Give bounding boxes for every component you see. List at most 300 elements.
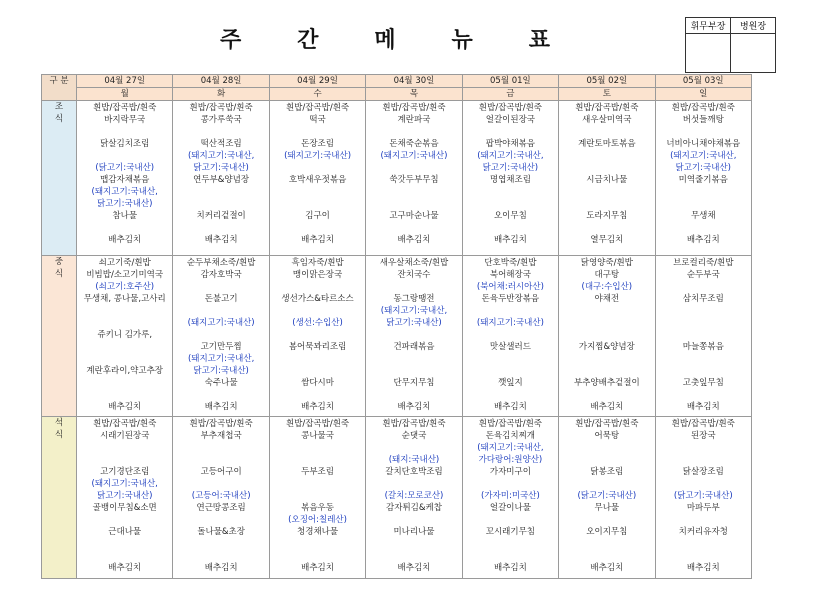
menu-item	[559, 198, 654, 210]
menu-item: 마늘쫑볶음	[682, 342, 724, 352]
menu-item: 콩나물국	[301, 431, 334, 441]
origin-note: 닭고기:국내산)	[193, 366, 249, 376]
menu-item	[559, 353, 654, 365]
menu-item	[559, 365, 654, 377]
date-header: 04월 29일	[269, 75, 365, 88]
menu-item: 동그랑땡전	[393, 294, 435, 304]
menu-item: 숙주나물	[204, 378, 238, 388]
menu-item	[366, 281, 461, 293]
menu-cell	[462, 101, 558, 256]
origin-note: (돼지고기:국내산,	[91, 187, 158, 197]
menu-item: 오이무침	[493, 211, 527, 221]
menu-item: 시금치나물	[586, 175, 628, 185]
date-header: 05월 02일	[559, 75, 655, 88]
menu-item	[173, 305, 268, 317]
menu-item	[366, 389, 461, 401]
menu-item: 잔치국수	[397, 270, 431, 280]
menu-item	[173, 198, 268, 210]
origin-note: (쇠고기:호주산)	[95, 282, 155, 292]
menu-item	[656, 478, 751, 490]
menu-item: 명엽채조림	[489, 175, 531, 185]
menu-item	[77, 550, 172, 562]
menu-item: 계란파국	[397, 115, 431, 125]
menu-item: 꼬시래기무침	[485, 527, 536, 537]
day-header: 화	[173, 88, 269, 101]
origin-note: (가자미:미국산)	[481, 491, 540, 501]
menu-item: 고구마순나물	[389, 211, 439, 221]
menu-item: 호박새우젓볶음	[288, 175, 347, 185]
gubun-header: 구 분	[42, 75, 77, 101]
origin-note: (돼지고기:국내산)	[476, 318, 544, 328]
origin-note: (돼지고기:국내산)	[284, 151, 352, 161]
menu-item: 흰밥/잡곡밥/흰죽	[93, 103, 157, 113]
menu-item: 흰밥/잡곡밥/흰죽	[189, 103, 253, 113]
menu-item	[366, 442, 461, 454]
menu-item: 배추김치	[108, 402, 142, 412]
meal-label: 조 식	[42, 101, 77, 256]
menu-item: 순두부국	[686, 270, 720, 280]
menu-item: 흰밥/잡곡밥/흰죽	[285, 419, 350, 429]
menu-item: 배추김치	[204, 235, 238, 245]
menu-item	[559, 305, 654, 317]
menu-item: 떡산적조림	[200, 139, 242, 149]
menu-item	[559, 186, 654, 198]
menu-item	[463, 329, 558, 341]
menu-cell	[559, 256, 655, 417]
menu-item: 가지찜&양념장	[578, 342, 635, 352]
origin-note: (닭고기:국내산)	[577, 491, 637, 501]
menu-item: 팝박야채볶음	[485, 139, 536, 149]
menu-item: 참나물	[112, 211, 138, 221]
menu-item	[173, 550, 268, 562]
menu-item	[173, 126, 268, 138]
menu-item: 맛살샐러드	[489, 342, 531, 352]
menu-item: 열무김치	[590, 235, 624, 245]
menu-item	[559, 538, 654, 550]
origin-note: (돼지고기:국내산,	[91, 479, 158, 489]
meal-label: 중 식	[42, 256, 77, 417]
menu-item: 배추김치	[493, 563, 527, 573]
menu-item: 계란후라이,약고추장	[86, 366, 164, 376]
menu-cell	[462, 256, 558, 417]
title-char: 간	[297, 27, 319, 53]
menu-item: 근대나물	[108, 527, 142, 537]
menu-item: 배추김치	[301, 235, 334, 245]
menu-cell	[366, 256, 462, 417]
menu-item	[366, 198, 461, 210]
menu-item	[559, 478, 654, 490]
date-header: 04월 27일	[77, 75, 173, 88]
menu-item: 마파두부	[686, 503, 720, 513]
menu-item: 미역줄기볶음	[678, 175, 728, 185]
menu-item	[270, 126, 365, 138]
menu-item	[270, 222, 365, 234]
menu-item: 배추김치	[108, 563, 142, 573]
menu-item	[656, 186, 751, 198]
menu-item	[463, 389, 558, 401]
menu-item	[77, 514, 172, 526]
menu-item	[77, 305, 172, 317]
menu-item	[559, 150, 654, 162]
menu-item	[366, 329, 461, 341]
menu-item: 흰밥/잡곡밥/흰죽	[478, 419, 542, 429]
menu-item: 맵감자채볶음	[100, 175, 150, 185]
menu-item: 배추김치	[590, 563, 624, 573]
title-char: 주	[220, 27, 242, 53]
menu-item: 배추김치	[493, 402, 527, 412]
menu-item: 배추김치	[204, 563, 238, 573]
origin-note: 닭고기:국내산)	[386, 318, 442, 328]
origin-note: 닭고기:국내산)	[193, 163, 249, 173]
menu-item: 배추김치	[108, 235, 142, 245]
origin-note: (돼지:국내산)	[388, 455, 440, 465]
menu-item	[270, 478, 365, 490]
menu-item: 쌈다시마	[301, 378, 334, 388]
origin-note: (돼지고기:국내산,	[380, 306, 448, 316]
origin-note: (오징어:칠레산)	[288, 515, 347, 525]
menu-item	[173, 186, 268, 198]
menu-item: 갈치단호박조림	[385, 467, 443, 477]
menu-item: 고춧잎무침	[682, 378, 724, 388]
menu-item	[77, 442, 172, 454]
menu-item: 흑임자죽/흰밥	[291, 258, 344, 268]
menu-item	[77, 538, 172, 550]
menu-item: 흰밥/잡곡밥/흰죽	[382, 419, 446, 429]
menu-item	[559, 329, 654, 341]
menu-item	[559, 442, 654, 454]
origin-note: 닭고기:국내산)	[675, 163, 731, 173]
menu-item	[270, 305, 365, 317]
menu-item: 순두부채소죽/흰밥	[186, 258, 256, 268]
menu-item	[656, 353, 751, 365]
menu-item	[559, 126, 654, 138]
menu-item: 배추김치	[686, 235, 720, 245]
menu-item	[656, 514, 751, 526]
menu-item	[463, 353, 558, 365]
menu-cell	[77, 101, 173, 256]
menu-item: 두부조림	[301, 467, 334, 477]
menu-cell	[655, 417, 751, 579]
menu-item	[173, 454, 268, 466]
menu-item	[559, 514, 654, 526]
menu-item	[270, 454, 365, 466]
origin-note: (돼지고기:국내산,	[187, 151, 255, 161]
menu-item: 가자미구이	[489, 467, 531, 477]
menu-item: 흰밥/잡곡밥/흰죽	[575, 419, 639, 429]
origin-note: 닭고기:국내산)	[482, 163, 539, 173]
menu-item: 단무지무침	[393, 378, 435, 388]
menu-item: 깻잎지	[498, 378, 523, 388]
menu-item: 어묵탕	[594, 431, 620, 441]
date-header: 05월 01일	[462, 75, 558, 88]
menu-item: 닭봉조림	[590, 467, 624, 477]
menu-item: 돈장조림	[301, 139, 334, 149]
menu-item: 단호박죽/흰밥	[484, 258, 537, 268]
menu-item: 흰밥/잡곡밥/흰죽	[93, 419, 157, 429]
origin-note: (대구:수입산)	[581, 282, 633, 292]
menu-item	[366, 550, 461, 562]
menu-item: 무나물	[594, 503, 620, 513]
menu-cell	[559, 417, 655, 579]
origin-note: 닭고기:국내산)	[96, 491, 153, 501]
menu-cell	[77, 256, 173, 417]
menu-item	[77, 454, 172, 466]
menu-item: 흰밥/잡곡밥/흰죽	[478, 103, 542, 113]
menu-item: 배추김치	[590, 402, 624, 412]
menu-item	[77, 353, 172, 365]
menu-item: 배추김치	[301, 563, 334, 573]
menu-item	[366, 514, 461, 526]
menu-item: 새우살미역국	[582, 115, 632, 125]
date-header: 04월 30일	[366, 75, 462, 88]
menu-item: 비빔밥/소고기미역국	[86, 270, 164, 280]
menu-item: 생선가스&타르소스	[281, 294, 354, 304]
menu-item: 배추김치	[301, 402, 334, 412]
menu-item	[656, 389, 751, 401]
menu-cell	[173, 256, 269, 417]
menu-item	[656, 126, 751, 138]
menu-item: 흰밥/잡곡밥/흰죽	[382, 103, 446, 113]
menu-item	[173, 281, 268, 293]
menu-item: 배추김치	[686, 563, 720, 573]
day-header: 월	[77, 88, 173, 101]
menu-cell	[173, 417, 269, 579]
origin-note: (닭고기:국내산)	[95, 163, 155, 173]
menu-item: 고기만두찜	[200, 342, 242, 352]
menu-item	[559, 162, 654, 174]
menu-item	[366, 365, 461, 377]
menu-item: 흰밥/잡곡밥/흰죽	[285, 103, 350, 113]
approval-box	[685, 17, 776, 73]
menu-item: 배추김치	[204, 402, 238, 412]
menu-item	[463, 538, 558, 550]
menu-cell	[77, 417, 173, 579]
origin-note: (북어채:러시아산)	[476, 282, 544, 292]
menu-item: 돈불고기	[204, 294, 238, 304]
menu-item	[463, 126, 558, 138]
menu-item: 도라지무침	[586, 211, 628, 221]
menu-item	[173, 389, 268, 401]
origin-note: (돼지고기:국내산)	[187, 318, 255, 328]
menu-item	[270, 442, 365, 454]
menu-item: 김구이	[305, 211, 330, 221]
approval-sign-1	[686, 34, 731, 73]
menu-item	[270, 389, 365, 401]
menu-item	[463, 478, 558, 490]
menu-item: 건파래볶음	[393, 342, 435, 352]
origin-note: (돼지고기:국내산,	[187, 354, 255, 364]
date-header: 05월 03일	[655, 75, 751, 88]
menu-item: 연두부&양념장	[193, 175, 250, 185]
menu-item: 맹이맑은장국	[292, 270, 343, 280]
menu-item: 무생채, 콩나물,고사리	[83, 294, 166, 304]
menu-item: 치커리겉절이	[196, 211, 246, 221]
menu-item: 골뱅이무침&소면	[92, 503, 157, 513]
origin-note: 닭고기:국내산)	[96, 199, 153, 209]
approval-sign-2	[731, 34, 776, 73]
day-header: 일	[655, 88, 751, 101]
menu-cell	[655, 101, 751, 256]
menu-item	[366, 162, 461, 174]
menu-item: 새우살채소죽/흰밥	[379, 258, 449, 268]
menu-item	[173, 442, 268, 454]
day-header: 목	[366, 88, 462, 101]
menu-item	[656, 305, 751, 317]
menu-item: 버섯들깨탕	[682, 115, 724, 125]
menu-item: 얼갈이된장국	[485, 115, 536, 125]
meal-label: 석 식	[42, 417, 77, 579]
menu-item: 쥬키니 김가루,	[97, 330, 153, 340]
menu-item	[559, 222, 654, 234]
menu-item: 볶음우동	[301, 503, 334, 513]
menu-item	[173, 222, 268, 234]
menu-item	[656, 222, 751, 234]
menu-item	[77, 341, 172, 353]
menu-item: 흰밥/잡곡밥/흰죽	[575, 103, 639, 113]
menu-item: 돈채죽순볶음	[389, 139, 439, 149]
menu-item: 연근땅콩조림	[196, 503, 246, 513]
menu-item: 감자튀김&케찹	[386, 503, 442, 513]
menu-item: 대구탕	[594, 270, 620, 280]
menu-item	[366, 478, 461, 490]
menu-item: 너비아니채야채볶음	[666, 139, 741, 149]
menu-item: 배추김치	[397, 235, 431, 245]
menu-item: 닭영양죽/흰밥	[580, 258, 633, 268]
menu-item: 콩가루쑥국	[200, 115, 242, 125]
menu-item: 청경채나물	[297, 527, 339, 537]
menu-cell	[269, 417, 365, 579]
menu-item	[656, 365, 751, 377]
menu-cell	[462, 417, 558, 579]
menu-item: 돈육김치찌개	[485, 431, 536, 441]
menu-item	[77, 389, 172, 401]
title-char: 표	[528, 27, 550, 53]
origin-note: (돼지고기:국내산,	[477, 443, 544, 453]
menu-item: 배추김치	[397, 563, 431, 573]
origin-note: (돼지고기:국내산,	[670, 151, 737, 161]
menu-item: 배추김치	[686, 402, 720, 412]
menu-item	[77, 317, 172, 329]
menu-item: 흰밥/잡곡밥/흰죽	[189, 419, 253, 429]
menu-item: 된장국	[690, 431, 716, 441]
menu-item: 부추양배추겉절이	[573, 378, 640, 388]
menu-item	[656, 281, 751, 293]
menu-item: 삼치무조림	[682, 294, 724, 304]
menu-cell	[655, 256, 751, 417]
menu-item	[463, 222, 558, 234]
menu-item	[366, 186, 461, 198]
menu-item	[463, 550, 558, 562]
origin-note: (고등어:국내산)	[191, 491, 251, 501]
menu-item: 계란토마토볶음	[578, 139, 636, 149]
menu-item: 봄어묵꽈리조림	[288, 342, 347, 352]
menu-item: 쇠고기죽/흰밥	[98, 258, 151, 268]
menu-item	[656, 198, 751, 210]
menu-cell	[173, 101, 269, 256]
menu-item	[559, 454, 654, 466]
origin-note: (갈치:모로코산)	[384, 491, 444, 501]
origin-note: (닭고기:국내산)	[673, 491, 733, 501]
menu-item	[366, 126, 461, 138]
menu-item	[173, 329, 268, 341]
menu-item	[559, 550, 654, 562]
menu-item	[173, 478, 268, 490]
menu-item	[656, 454, 751, 466]
menu-item: 감자호박국	[200, 270, 242, 280]
date-header: 04월 28일	[173, 75, 269, 88]
origin-note: (돼지고기:국내산)	[380, 151, 448, 161]
menu-item: 고등어구이	[200, 467, 242, 477]
menu-item	[270, 538, 365, 550]
menu-item	[366, 538, 461, 550]
menu-item: 부추재첩국	[200, 431, 242, 441]
menu-item: 흰밥/잡곡밥/흰죽	[671, 419, 735, 429]
menu-item: 고기경단조림	[100, 467, 150, 477]
day-header: 토	[559, 88, 655, 101]
menu-cell	[269, 256, 365, 417]
menu-item	[270, 353, 365, 365]
title-char: 메	[374, 27, 396, 53]
menu-item: 시래기된장국	[100, 431, 150, 441]
menu-cell	[366, 101, 462, 256]
menu-item: 돌나물&초장	[197, 527, 245, 537]
origin-note: 가다랑어:원양산)	[478, 455, 543, 465]
menu-cell	[366, 417, 462, 579]
menu-item	[463, 305, 558, 317]
menu-cell	[559, 101, 655, 256]
menu-item	[463, 365, 558, 377]
menu-item	[656, 550, 751, 562]
menu-item: 미나리나물	[393, 527, 435, 537]
menu-item: 야채전	[594, 294, 620, 304]
menu-item: 바지락무국	[104, 115, 146, 125]
menu-item: 떡국	[309, 115, 326, 125]
menu-item	[463, 198, 558, 210]
menu-item	[77, 150, 172, 162]
menu-item	[270, 550, 365, 562]
menu-item: 배추김치	[397, 402, 431, 412]
menu-item	[656, 442, 751, 454]
menu-item: 쑥갓두부무침	[389, 175, 439, 185]
menu-item	[270, 490, 365, 502]
menu-item: 치커리유자청	[678, 527, 728, 537]
menu-item	[173, 514, 268, 526]
menu-item	[656, 538, 751, 550]
origin-note: (생선:수입산)	[292, 318, 343, 328]
menu-item: 무생채	[690, 211, 716, 221]
menu-item: 얼갈이나물	[489, 503, 531, 513]
approval-label-1: 휘무부장	[686, 18, 731, 34]
origin-note: (돼지고기:국내산,	[477, 151, 544, 161]
menu-item: 닭살장조림	[682, 467, 724, 477]
menu-item: 돈육두반장볶음	[481, 294, 540, 304]
menu-item	[559, 317, 654, 329]
menu-table	[41, 74, 752, 579]
menu-item	[463, 186, 558, 198]
menu-item	[270, 198, 365, 210]
menu-item	[173, 538, 268, 550]
menu-item	[270, 329, 365, 341]
approval-label-2: 병원장	[731, 18, 776, 34]
menu-item: 흰밥/잡곡밥/흰죽	[671, 103, 735, 113]
menu-item: 오이지무침	[586, 527, 628, 537]
menu-item: 순댓국	[401, 431, 427, 441]
menu-item: 북어해장국	[489, 270, 531, 280]
menu-item	[77, 377, 172, 389]
menu-item	[656, 329, 751, 341]
day-header: 수	[269, 88, 365, 101]
menu-item	[270, 162, 365, 174]
